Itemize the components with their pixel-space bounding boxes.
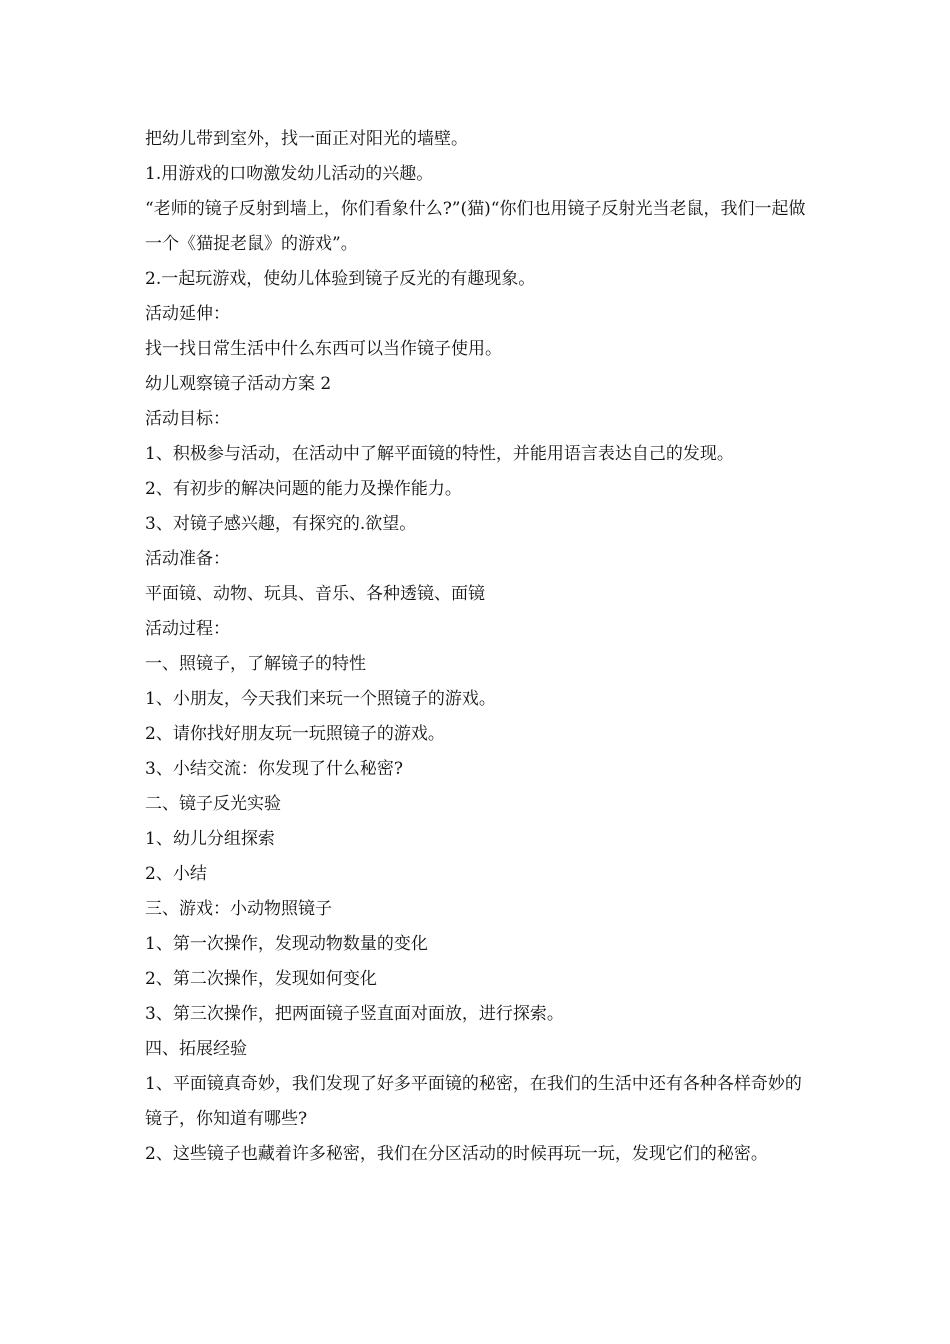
section-2-item-1: 1、幼儿分组探索 bbox=[145, 829, 275, 849]
paragraph-teacher-dialogue: “老师的镜子反射到墙上，你们看象什么?”(猫)“你们也用镜子反射光当老鼠，我们一起做一个《猫捉老鼠》的游戏”。 bbox=[145, 199, 806, 254]
section-2-heading: 二、镜子反光实验 bbox=[145, 794, 281, 814]
section-4-item-1: 1、平面镜真奇妙，我们发现了好多平面镜的秘密，在我们的生活中还有各种各样奇妙的镜子，你知道有哪些? bbox=[145, 1074, 802, 1129]
heading-activity-goals: 活动目标： bbox=[145, 409, 230, 429]
goal-item-3: 3、对镜子感兴趣，有探究的.欲望。 bbox=[145, 514, 417, 534]
paragraph-extension-text: 找一找日常生活中什么东西可以当作镜子使用。 bbox=[145, 339, 502, 359]
paragraph-step-1: 1.用游戏的口吻激发幼儿活动的兴趣。 bbox=[145, 164, 434, 184]
section-4-heading: 四、拓展经验 bbox=[145, 1039, 247, 1059]
section-4-item-2: 2、这些镜子也藏着许多秘密，我们在分区活动的时候再玩一玩，发现它们的秘密。 bbox=[145, 1144, 768, 1164]
section-3-item-1: 1、第一次操作，发现动物数量的变化 bbox=[145, 934, 428, 954]
section-3-heading: 三、游戏：小动物照镜子 bbox=[145, 899, 332, 919]
section-1-item-2: 2、请你找好朋友玩一玩照镜子的游戏。 bbox=[145, 724, 445, 744]
section-1-item-1: 1、小朋友，今天我们来玩一个照镜子的游戏。 bbox=[145, 689, 496, 709]
heading-plan-2-title: 幼儿观察镜子活动方案 2 bbox=[145, 374, 332, 394]
heading-activity-process: 活动过程： bbox=[145, 619, 230, 639]
section-3-item-2: 2、第二次操作，发现如何变化 bbox=[145, 969, 377, 989]
section-1-heading: 一、照镜子，了解镜子的特性 bbox=[145, 654, 366, 674]
preparation-materials: 平面镜、动物、玩具、音乐、各种透镜、面镜 bbox=[145, 584, 485, 604]
section-3-item-3: 3、第三次操作，把两面镜子竖直面对面放，进行探索。 bbox=[145, 1004, 564, 1024]
section-1-item-3: 3、小结交流：你发现了什么秘密? bbox=[145, 759, 403, 779]
heading-activity-preparation: 活动准备： bbox=[145, 549, 230, 569]
goal-item-2: 2、有初步的解决问题的能力及操作能力。 bbox=[145, 479, 462, 499]
goal-item-1: 1、积极参与活动，在活动中了解平面镜的特性，并能用语言表达自己的发现。 bbox=[145, 444, 734, 464]
document-body bbox=[145, 122, 815, 1172]
paragraph-intro-outdoor: 把幼儿带到室外，找一面正对阳光的墙壁。 bbox=[145, 129, 468, 149]
section-2-item-2: 2、小结 bbox=[145, 864, 207, 884]
heading-activity-extension: 活动延伸： bbox=[145, 304, 230, 324]
paragraph-step-2: 2.一起玩游戏，使幼儿体验到镜子反光的有趣现象。 bbox=[145, 269, 536, 289]
